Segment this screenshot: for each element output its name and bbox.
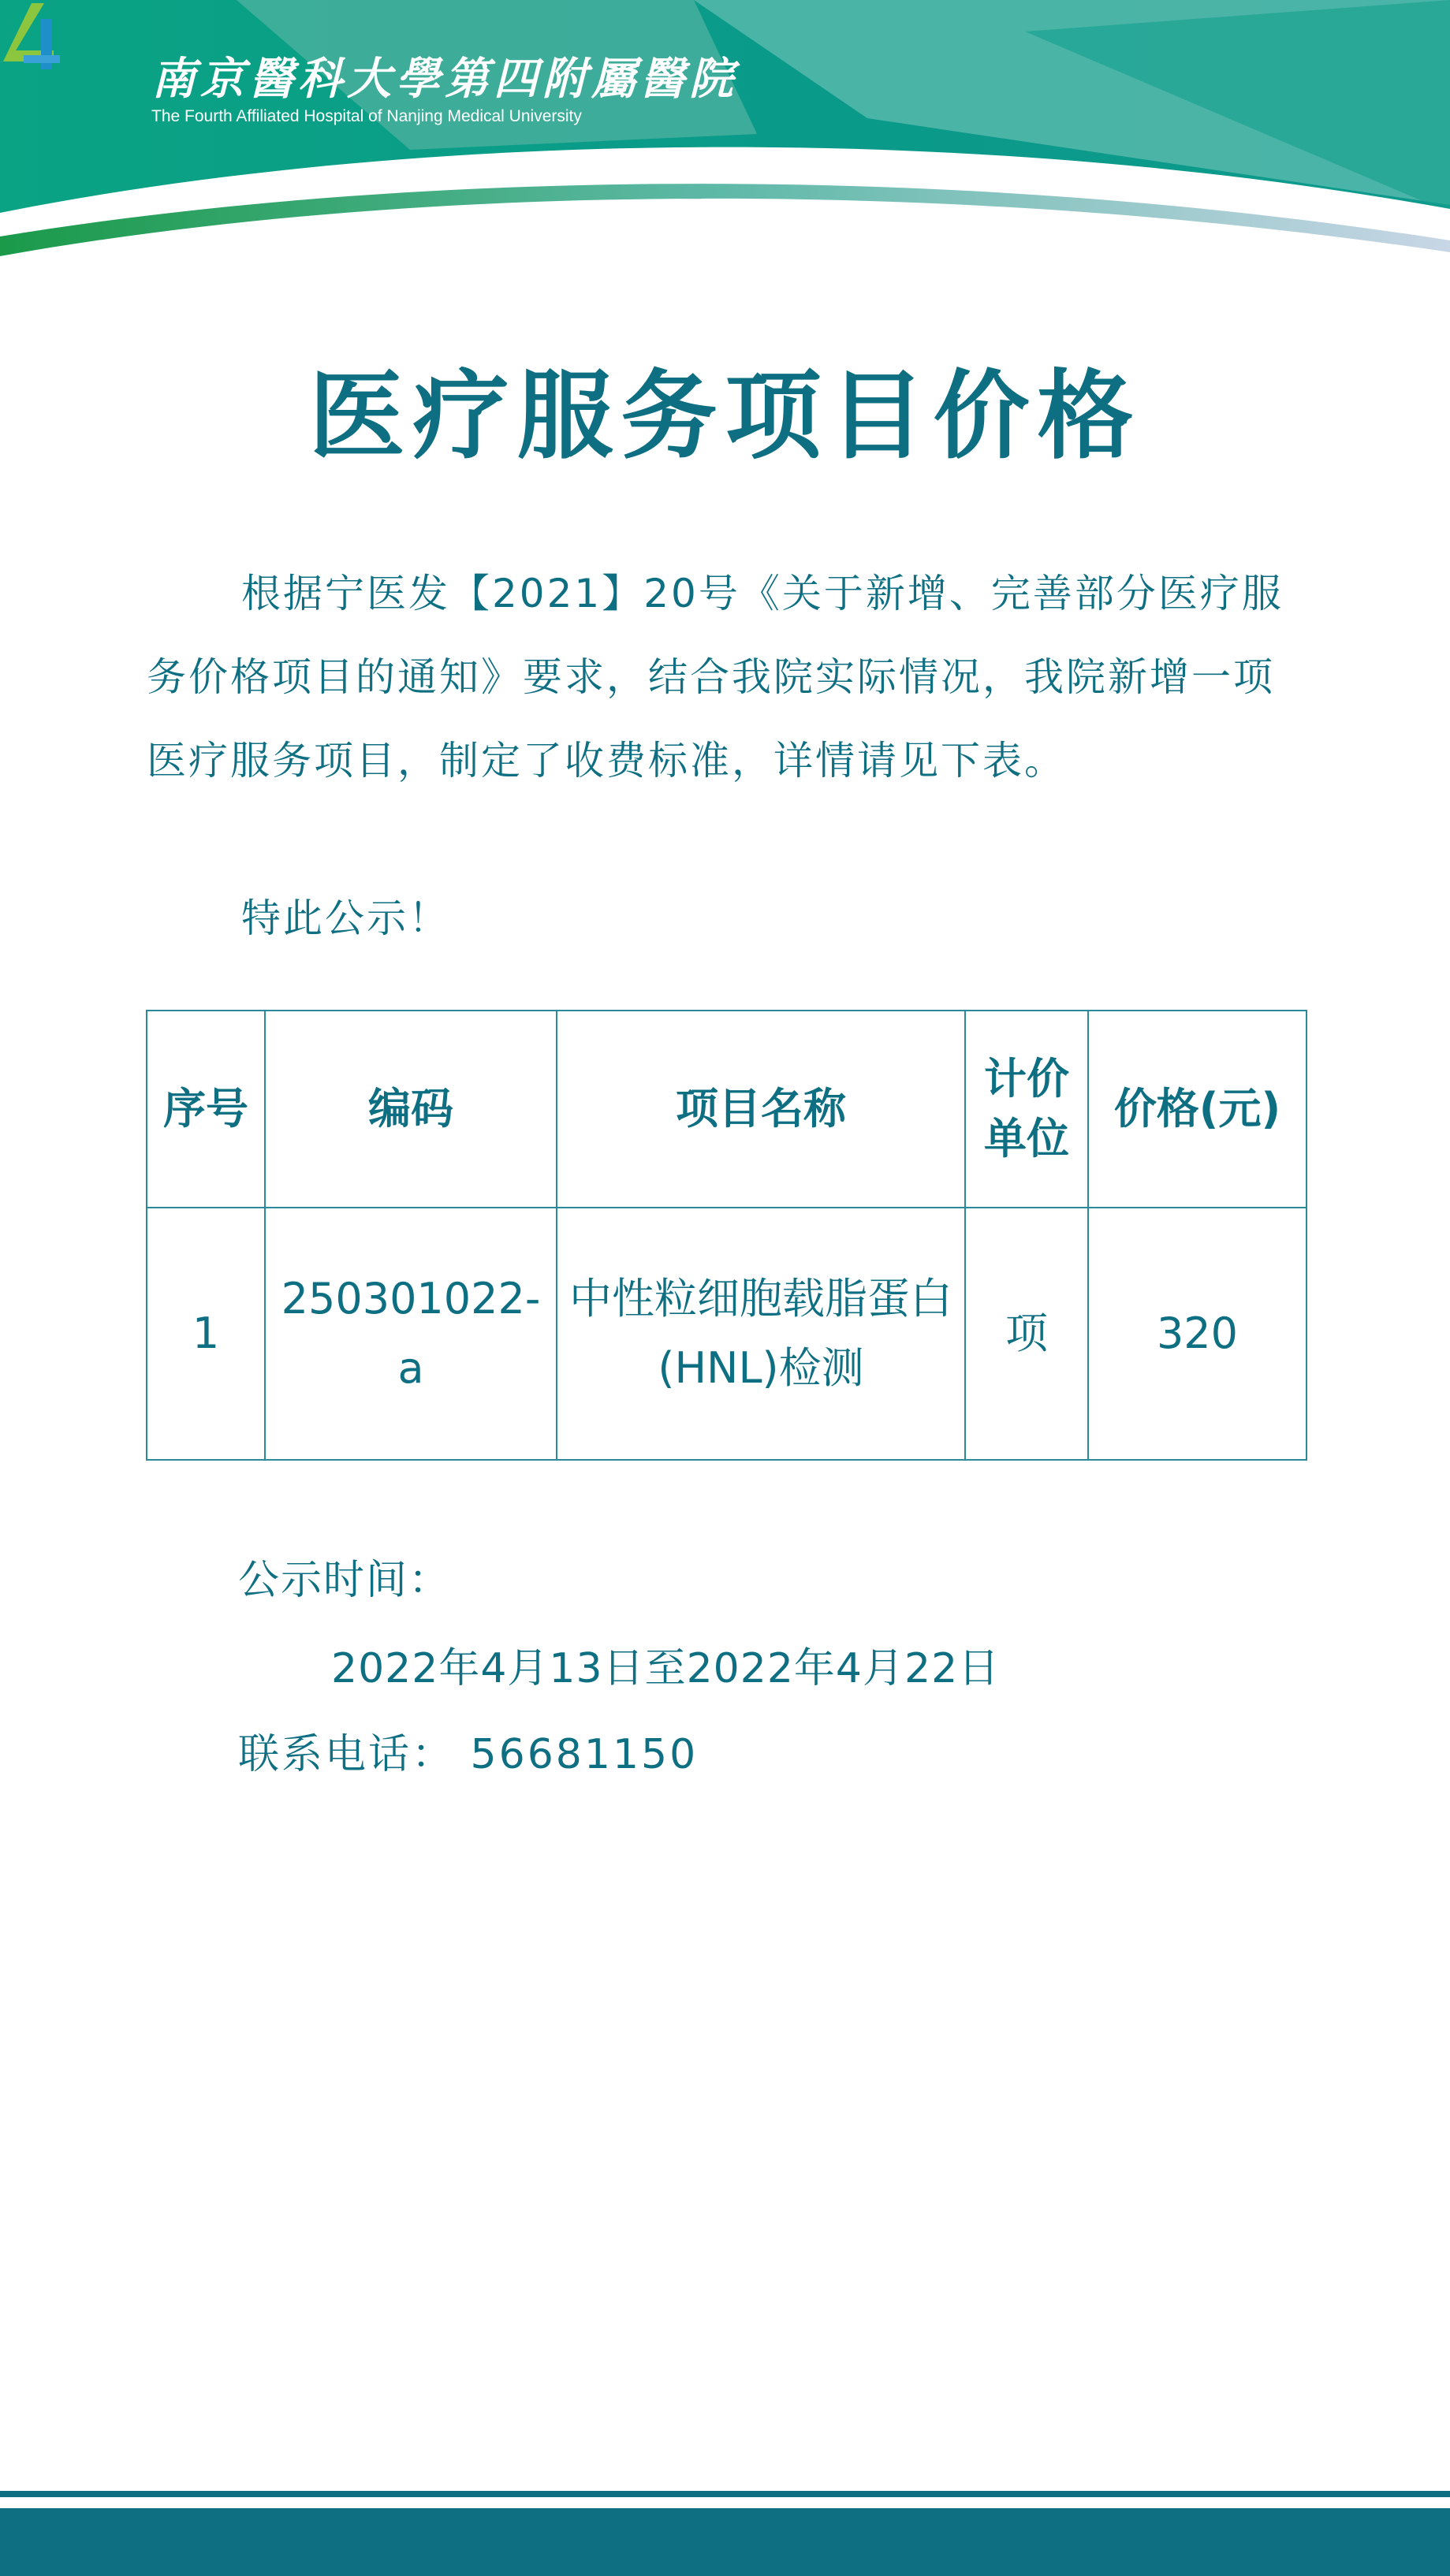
header-banner <box>0 0 1450 268</box>
header-unit <box>965 1011 1088 1208</box>
table-row <box>147 1208 1306 1460</box>
header-price: 价格(元) <box>1088 1011 1306 1208</box>
header-name: 项目名称 <box>557 1011 965 1208</box>
cell-name-line2: (HNL)检测 <box>658 1343 864 1393</box>
publication-label: 公示时间： <box>238 1557 452 1604</box>
header-unit-line2: 单位 <box>984 1114 1069 1163</box>
hospital-logo-icon <box>0 0 73 73</box>
notice-text: 特此公示！ <box>241 895 450 941</box>
price-table <box>146 1010 1307 1461</box>
cell-no: 1 <box>147 1208 265 1460</box>
page-title: 医疗服务项目价格 <box>308 360 1142 472</box>
bottom-bar <box>0 2508 1450 2576</box>
cell-unit: 项 <box>965 1208 1088 1460</box>
cell-code: 250301022-a <box>265 1208 557 1460</box>
header-wave-graphic <box>0 0 1450 268</box>
header-unit-line1: 计价 <box>984 1054 1069 1104</box>
header-no: 序号 <box>147 1011 265 1208</box>
table-header-row <box>147 1011 1306 1208</box>
intro-paragraph: 根据宁医发【2021】20号《关于新增、完善部分医疗服务价格项目的通知》要求，结合我院实际情况，我院新增一项医疗服务项目，制定了收费标准，详情请见下表。 <box>147 571 1284 784</box>
hospital-name-cn: 南京醫科大學第四附屬醫院 <box>151 53 738 105</box>
header-code: 编码 <box>265 1011 557 1208</box>
contact-phone: 联系电话： 56681150 <box>238 1731 699 1778</box>
cell-price: 320 <box>1088 1208 1306 1460</box>
bottom-divider <box>0 2491 1450 2497</box>
hospital-name-en: The Fourth Affiliated Hospital of Nanjing Medical University <box>151 107 582 125</box>
cell-name-line1: 中性粒细胞载脂蛋白 <box>569 1274 952 1323</box>
publication-period: 2022年4月13日至2022年4月22日 <box>331 1645 1001 1692</box>
cell-name <box>557 1208 965 1460</box>
